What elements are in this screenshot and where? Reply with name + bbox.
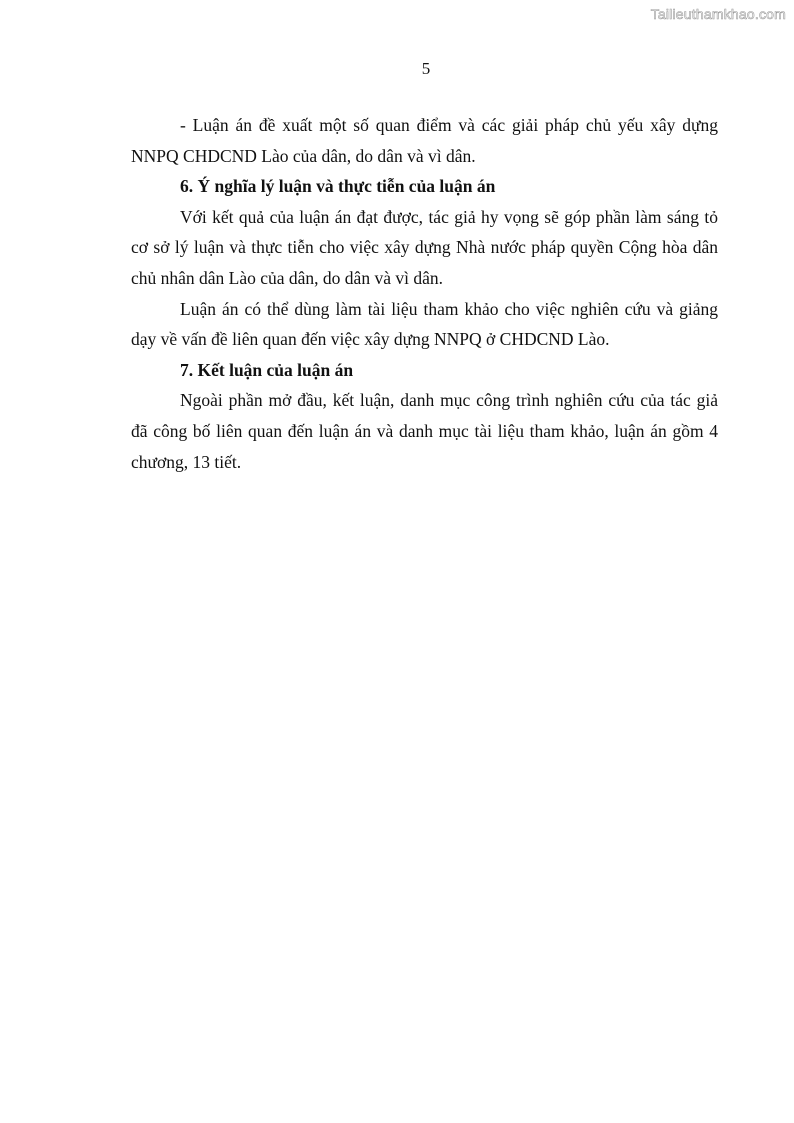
bullet-proposal-paragraph: - Luận án đề xuất một số quan điểm và các giải pháp chủ yếu xây dựng NNPQ CHDCND Lào của dân, do dân và vì dân.	[131, 115, 718, 166]
section-6-paragraph-2: Luận án có thể dùng làm tài liệu tham khảo cho việc nghiên cứu và giảng dạy về vấn đề liên quan đến việc xây dựng NNPQ ở CHDCND Lào.	[131, 298, 718, 350]
page-number: 5	[421, 59, 431, 78]
section-6-heading: 6. Ý nghĩa lý luận và thực tiễn của luận án	[180, 176, 496, 197]
watermark-text: Tailieuthamkhao.com	[650, 6, 786, 22]
document-body	[131, 110, 718, 477]
section-7-heading: 7. Kết luận của luận án	[180, 359, 354, 380]
section-7-paragraph-1: Ngoài phần mở đầu, kết luận, danh mục công trình nghiên cứu của tác giả đã công bố liên quan đến luận án và danh mục tài liệu tham khảo, luận án gồm 4 chương, 13 tiết.	[131, 390, 718, 472]
section-6-paragraph-1: Với kết quả của luận án đạt được, tác giả hy vọng sẽ góp phần làm sáng tỏ cơ sở lý luận và thực tiễn cho việc xây dựng Nhà nước pháp quyền Cộng hòa dân chủ nhân dân Lào của dân, do dân và vì dân.	[131, 206, 718, 288]
